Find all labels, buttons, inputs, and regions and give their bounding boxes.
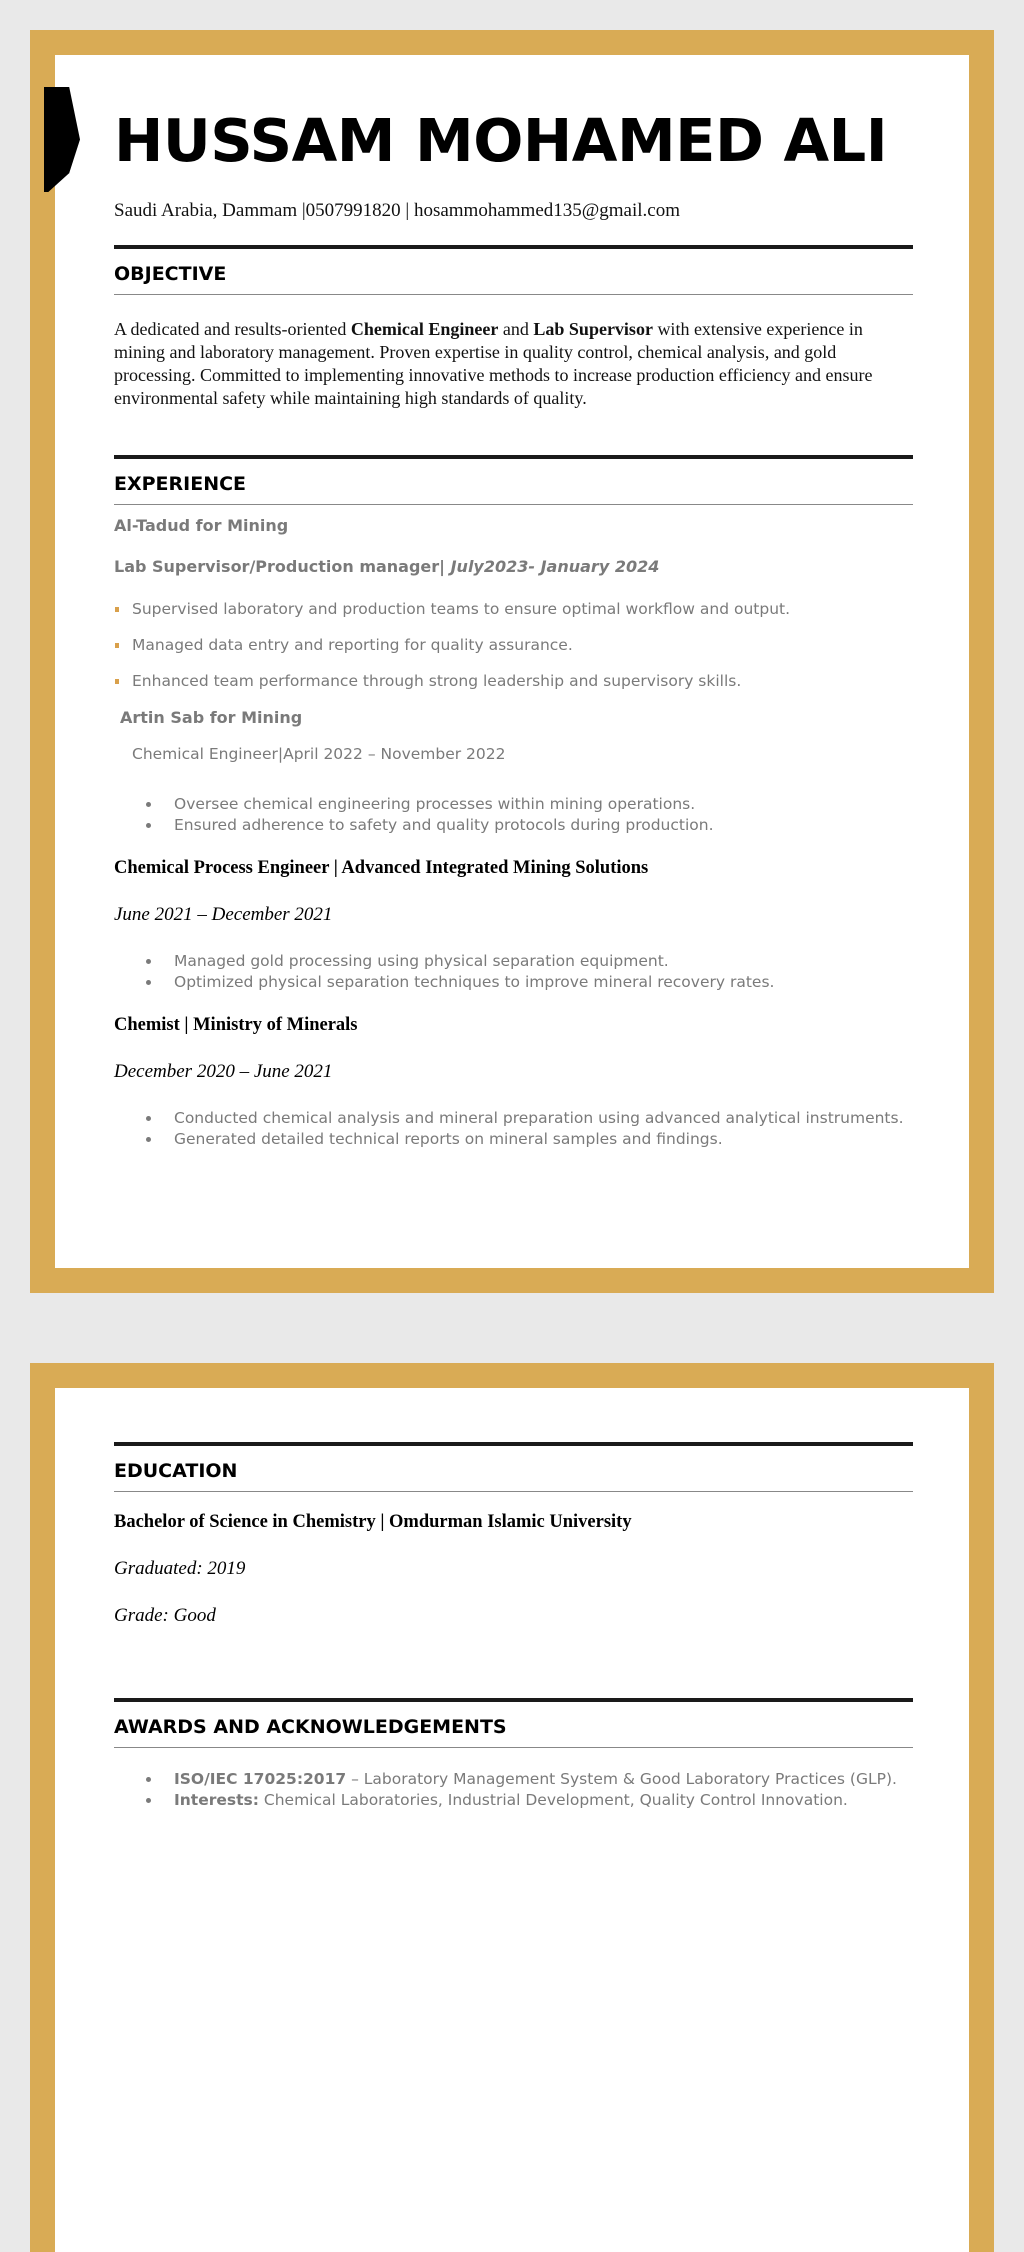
job2-role-dates: Chemical Engineer|April 2022 – November 2022 [132, 745, 506, 763]
job3-bullets [146, 951, 774, 993]
job4-bullets [146, 1108, 904, 1150]
list-item: Supervised laboratory and production teams to ensure optimal workflow and output. [114, 600, 790, 636]
job1-dates: July2023- January 2024 [450, 557, 660, 576]
objective-bold-role-2: Lab Supervisor [533, 319, 653, 339]
list-item: Managed gold processing using physical separation equipment. [146, 951, 774, 972]
awards-list [146, 1769, 897, 1811]
award-item: ISO/IEC 17025:2017 – Laboratory Management System & Good Laboratory Practices (GLP). [146, 1769, 897, 1790]
list-item: Enhanced team performance through strong leadership and supervisory skills. [114, 672, 790, 708]
candidate-name: HUSSAM MOHAMED ALI [114, 106, 888, 175]
education-grade: Grade: Good [114, 1605, 216, 1626]
list-item: Conducted chemical analysis and mineral preparation using advanced analytical instruments. [146, 1108, 904, 1129]
experience-section-header [114, 455, 913, 505]
education-title: EDUCATION [114, 1460, 238, 1482]
education-graduated: Graduated: 2019 [114, 1558, 246, 1579]
education-degree: Bachelor of Science in Chemistry | Omdurman Islamic University [114, 1512, 632, 1532]
job4-dates: December 2020 – June 2021 [114, 1061, 333, 1082]
job1-bullets [114, 600, 790, 708]
contact-line: Saudi Arabia, Dammam |0507991820 | hosammohammed135@gmail.com [114, 200, 680, 221]
job3-title: Chemical Process Engineer | Advanced Integrated Mining Solutions [114, 858, 649, 878]
awards-title: AWARDS AND ACKNOWLEDGEMENTS [114, 1716, 507, 1738]
list-item: Oversee chemical engineering processes within mining operations. [146, 794, 714, 815]
objective-section-header [114, 245, 913, 295]
job2-bullets [146, 794, 714, 836]
awards-section-header [114, 1698, 913, 1748]
education-section-header [114, 1442, 913, 1492]
job1-role: Lab Supervisor/Production manager| July2023- January 2024 [114, 557, 660, 576]
experience-title: EXPERIENCE [114, 473, 247, 495]
job4-title: Chemist | Ministry of Minerals [114, 1015, 358, 1035]
list-item: Generated detailed technical reports on mineral samples and findings. [146, 1129, 904, 1150]
objective-paragraph: A dedicated and results-oriented Chemical Engineer and Lab Supervisor with extensive experience in mining and laboratory management. Proven expertise in quality control, chemical analysis, and gold processing. Committed to implementing innovative methods to increase production efficiency and ensure environmental safety while maintaining high standards of quality. [114, 319, 873, 408]
list-item: Managed data entry and reporting for quality assurance. [114, 636, 790, 672]
objective-title: OBJECTIVE [114, 263, 227, 285]
list-item: Optimized physical separation techniques to improve mineral recovery rates. [146, 972, 774, 993]
job2-company: Artin Sab for Mining [120, 708, 303, 727]
job3-dates: June 2021 – December 2021 [114, 904, 333, 925]
list-item: Ensured adherence to safety and quality protocols during production. [146, 815, 714, 836]
objective-bold-role-1: Chemical Engineer [350, 319, 499, 339]
interests-item: Interests: Chemical Laboratories, Industrial Development, Quality Control Innovation. [146, 1790, 897, 1811]
job1-company: Al-Tadud for Mining [114, 516, 289, 535]
